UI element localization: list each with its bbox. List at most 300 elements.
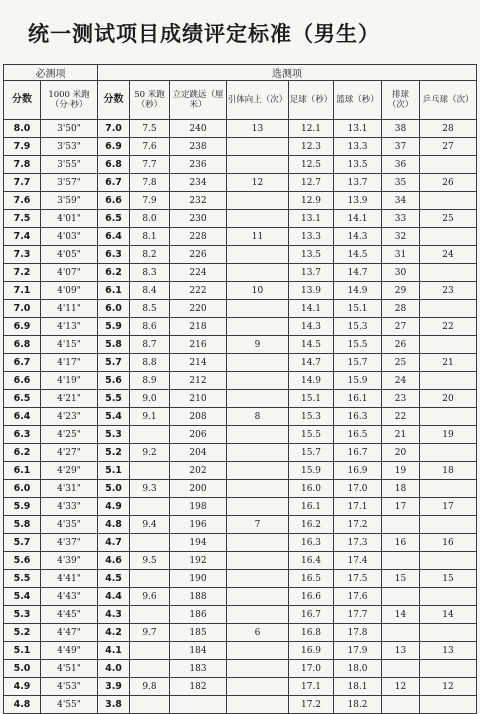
cell-basketball: 14.9 bbox=[334, 282, 382, 300]
cell-pingpong bbox=[420, 300, 477, 318]
cell-score-1: 6.7 bbox=[4, 354, 41, 372]
cell-score-2: 5.6 bbox=[98, 372, 130, 390]
cell-pingpong bbox=[420, 372, 477, 390]
cell-volleyball: 27 bbox=[382, 318, 420, 336]
cell-run-1000m: 4'01" bbox=[41, 210, 98, 228]
cell-pull-up bbox=[227, 462, 289, 480]
cell-run-1000m: 4'55" bbox=[41, 696, 98, 714]
cell-run-50m bbox=[130, 660, 170, 678]
cell-basketball: 14.5 bbox=[334, 246, 382, 264]
cell-basketball: 13.7 bbox=[334, 174, 382, 192]
cell-score-2: 5.0 bbox=[98, 480, 130, 498]
cell-pingpong: 19 bbox=[420, 426, 477, 444]
table-row bbox=[4, 624, 477, 642]
table-row bbox=[4, 696, 477, 714]
cell-pull-up bbox=[227, 372, 289, 390]
cell-run-1000m: 4'11" bbox=[41, 300, 98, 318]
cell-long-jump: 224 bbox=[170, 264, 227, 282]
cell-score-2: 4.9 bbox=[98, 498, 130, 516]
cell-pull-up bbox=[227, 606, 289, 624]
cell-pingpong: 12 bbox=[420, 678, 477, 696]
table-row bbox=[4, 228, 477, 246]
cell-pingpong: 22 bbox=[420, 318, 477, 336]
cell-long-jump: 188 bbox=[170, 588, 227, 606]
cell-score-2: 6.6 bbox=[98, 192, 130, 210]
cell-score-2: 6.8 bbox=[98, 156, 130, 174]
cell-long-jump: 186 bbox=[170, 606, 227, 624]
column-header-row bbox=[4, 81, 477, 120]
cell-score-1: 7.1 bbox=[4, 282, 41, 300]
cell-basketball: 16.5 bbox=[334, 426, 382, 444]
table-row bbox=[4, 156, 477, 174]
cell-basketball: 17.5 bbox=[334, 570, 382, 588]
table-row bbox=[4, 588, 477, 606]
cell-score-1: 6.1 bbox=[4, 462, 41, 480]
cell-score-2: 4.5 bbox=[98, 570, 130, 588]
cell-pingpong: 24 bbox=[420, 246, 477, 264]
cell-pingpong: 27 bbox=[420, 138, 477, 156]
cell-pull-up bbox=[227, 264, 289, 282]
cell-football: 13.9 bbox=[289, 282, 334, 300]
cell-pull-up bbox=[227, 210, 289, 228]
cell-run-50m: 9.0 bbox=[130, 390, 170, 408]
cell-run-50m: 8.0 bbox=[130, 210, 170, 228]
table-row bbox=[4, 138, 477, 156]
cell-long-jump: 192 bbox=[170, 552, 227, 570]
table-row bbox=[4, 300, 477, 318]
table-row bbox=[4, 552, 477, 570]
cell-football: 16.7 bbox=[289, 606, 334, 624]
cell-long-jump: 194 bbox=[170, 534, 227, 552]
cell-run-1000m: 4'39" bbox=[41, 552, 98, 570]
cell-run-50m: 9.1 bbox=[130, 408, 170, 426]
cell-score-2: 4.0 bbox=[98, 660, 130, 678]
cell-score-1: 7.8 bbox=[4, 156, 41, 174]
cell-football: 16.1 bbox=[289, 498, 334, 516]
cell-run-50m bbox=[130, 606, 170, 624]
table-row bbox=[4, 570, 477, 588]
cell-pingpong bbox=[420, 552, 477, 570]
cell-run-1000m: 4'47" bbox=[41, 624, 98, 642]
cell-run-50m: 7.8 bbox=[130, 174, 170, 192]
cell-volleyball: 20 bbox=[382, 444, 420, 462]
cell-score-1: 5.1 bbox=[4, 642, 41, 660]
cell-run-1000m: 4'35" bbox=[41, 516, 98, 534]
cell-pingpong bbox=[420, 228, 477, 246]
cell-long-jump: 228 bbox=[170, 228, 227, 246]
table-row bbox=[4, 462, 477, 480]
cell-score-1: 7.3 bbox=[4, 246, 41, 264]
cell-score-1: 7.6 bbox=[4, 192, 41, 210]
cell-score-1: 4.9 bbox=[4, 678, 41, 696]
cell-pingpong bbox=[420, 264, 477, 282]
cell-pull-up bbox=[227, 678, 289, 696]
cell-football: 15.3 bbox=[289, 408, 334, 426]
cell-basketball: 18.0 bbox=[334, 660, 382, 678]
col-football: 足球（秒） bbox=[289, 81, 334, 120]
cell-score-1: 5.2 bbox=[4, 624, 41, 642]
cell-long-jump bbox=[170, 696, 227, 714]
cell-score-1: 4.8 bbox=[4, 696, 41, 714]
cell-football: 16.6 bbox=[289, 588, 334, 606]
cell-score-1: 6.0 bbox=[4, 480, 41, 498]
cell-pull-up bbox=[227, 138, 289, 156]
cell-long-jump: 200 bbox=[170, 480, 227, 498]
cell-football: 16.5 bbox=[289, 570, 334, 588]
cell-basketball: 14.7 bbox=[334, 264, 382, 282]
cell-long-jump: 232 bbox=[170, 192, 227, 210]
cell-football: 17.1 bbox=[289, 678, 334, 696]
cell-football: 12.1 bbox=[289, 120, 334, 138]
cell-long-jump: 204 bbox=[170, 444, 227, 462]
score-standard-sheet bbox=[3, 64, 478, 710]
cell-pingpong bbox=[420, 480, 477, 498]
cell-pull-up: 13 bbox=[227, 120, 289, 138]
cell-football: 12.9 bbox=[289, 192, 334, 210]
col-pull-up: 引体向上（次） bbox=[227, 81, 289, 120]
table-row bbox=[4, 516, 477, 534]
cell-basketball: 13.3 bbox=[334, 138, 382, 156]
col-volleyball: 排球（次） bbox=[382, 81, 420, 120]
cell-long-jump: 196 bbox=[170, 516, 227, 534]
cell-football: 15.7 bbox=[289, 444, 334, 462]
cell-score-2: 6.4 bbox=[98, 228, 130, 246]
cell-run-1000m: 4'49" bbox=[41, 642, 98, 660]
cell-run-50m: 8.4 bbox=[130, 282, 170, 300]
cell-long-jump: 208 bbox=[170, 408, 227, 426]
cell-volleyball: 35 bbox=[382, 174, 420, 192]
cell-pingpong: 26 bbox=[420, 174, 477, 192]
cell-score-2: 6.9 bbox=[98, 138, 130, 156]
table-row bbox=[4, 534, 477, 552]
cell-run-1000m: 4'03" bbox=[41, 228, 98, 246]
cell-run-50m: 8.2 bbox=[130, 246, 170, 264]
cell-football: 13.1 bbox=[289, 210, 334, 228]
table-row bbox=[4, 660, 477, 678]
cell-run-1000m: 4'21" bbox=[41, 390, 98, 408]
cell-score-1: 6.6 bbox=[4, 372, 41, 390]
cell-long-jump: 230 bbox=[170, 210, 227, 228]
table-row bbox=[4, 390, 477, 408]
cell-football: 16.2 bbox=[289, 516, 334, 534]
cell-volleyball: 16 bbox=[382, 534, 420, 552]
cell-volleyball: 38 bbox=[382, 120, 420, 138]
cell-run-1000m: 4'15" bbox=[41, 336, 98, 354]
cell-pull-up bbox=[227, 246, 289, 264]
table-row bbox=[4, 426, 477, 444]
cell-football: 13.7 bbox=[289, 264, 334, 282]
cell-basketball: 16.9 bbox=[334, 462, 382, 480]
cell-basketball: 17.4 bbox=[334, 552, 382, 570]
page-title: 统一测试项目成绩评定标准（男生） bbox=[28, 21, 380, 46]
cell-pull-up bbox=[227, 570, 289, 588]
cell-pull-up: 8 bbox=[227, 408, 289, 426]
cell-volleyball bbox=[382, 660, 420, 678]
table-row bbox=[4, 408, 477, 426]
cell-run-50m: 9.8 bbox=[130, 678, 170, 696]
table-row bbox=[4, 642, 477, 660]
cell-basketball: 16.7 bbox=[334, 444, 382, 462]
table-row bbox=[4, 498, 477, 516]
cell-score-1: 6.8 bbox=[4, 336, 41, 354]
cell-score-2: 6.0 bbox=[98, 300, 130, 318]
cell-run-1000m: 3'53" bbox=[41, 138, 98, 156]
cell-volleyball: 12 bbox=[382, 678, 420, 696]
cell-long-jump: 218 bbox=[170, 318, 227, 336]
cell-long-jump: 198 bbox=[170, 498, 227, 516]
col-50m-run: 50 米跑（秒） bbox=[130, 81, 170, 120]
cell-run-50m: 8.3 bbox=[130, 264, 170, 282]
cell-score-1: 5.7 bbox=[4, 534, 41, 552]
cell-run-1000m: 4'13" bbox=[41, 318, 98, 336]
cell-football: 16.3 bbox=[289, 534, 334, 552]
cell-basketball: 17.0 bbox=[334, 480, 382, 498]
cell-long-jump: 240 bbox=[170, 120, 227, 138]
cell-pingpong: 18 bbox=[420, 462, 477, 480]
cell-run-1000m: 4'33" bbox=[41, 498, 98, 516]
group-header-row bbox=[4, 65, 477, 81]
cell-long-jump: 206 bbox=[170, 426, 227, 444]
cell-pingpong bbox=[420, 192, 477, 210]
table-row bbox=[4, 372, 477, 390]
cell-basketball: 17.1 bbox=[334, 498, 382, 516]
cell-basketball: 18.1 bbox=[334, 678, 382, 696]
cell-score-2: 4.2 bbox=[98, 624, 130, 642]
cell-volleyball: 23 bbox=[382, 390, 420, 408]
cell-score-2: 6.1 bbox=[98, 282, 130, 300]
cell-score-1: 7.0 bbox=[4, 300, 41, 318]
cell-score-2: 4.4 bbox=[98, 588, 130, 606]
table-row bbox=[4, 678, 477, 696]
cell-run-1000m: 4'41" bbox=[41, 570, 98, 588]
cell-pull-up bbox=[227, 534, 289, 552]
cell-volleyball bbox=[382, 624, 420, 642]
cell-volleyball: 31 bbox=[382, 246, 420, 264]
cell-pull-up bbox=[227, 354, 289, 372]
cell-run-1000m: 4'09" bbox=[41, 282, 98, 300]
table-row bbox=[4, 264, 477, 282]
cell-long-jump: 182 bbox=[170, 678, 227, 696]
cell-pull-up bbox=[227, 498, 289, 516]
cell-score-1: 6.5 bbox=[4, 390, 41, 408]
cell-score-1: 5.6 bbox=[4, 552, 41, 570]
cell-long-jump: 238 bbox=[170, 138, 227, 156]
cell-score-1: 5.8 bbox=[4, 516, 41, 534]
cell-run-1000m: 4'07" bbox=[41, 264, 98, 282]
cell-pull-up bbox=[227, 390, 289, 408]
table-row bbox=[4, 336, 477, 354]
cell-football: 16.4 bbox=[289, 552, 334, 570]
cell-basketball: 17.8 bbox=[334, 624, 382, 642]
cell-football: 14.5 bbox=[289, 336, 334, 354]
cell-score-2: 5.2 bbox=[98, 444, 130, 462]
cell-run-1000m: 3'55" bbox=[41, 156, 98, 174]
cell-long-jump: 220 bbox=[170, 300, 227, 318]
col-score-1: 分数 bbox=[4, 81, 41, 120]
cell-volleyball: 18 bbox=[382, 480, 420, 498]
table-row bbox=[4, 282, 477, 300]
cell-run-50m bbox=[130, 498, 170, 516]
cell-pull-up: 9 bbox=[227, 336, 289, 354]
cell-pull-up: 7 bbox=[227, 516, 289, 534]
table-row bbox=[4, 192, 477, 210]
cell-volleyball: 24 bbox=[382, 372, 420, 390]
cell-volleyball bbox=[382, 552, 420, 570]
cell-basketball: 15.5 bbox=[334, 336, 382, 354]
cell-long-jump: 216 bbox=[170, 336, 227, 354]
cell-long-jump: 234 bbox=[170, 174, 227, 192]
cell-volleyball bbox=[382, 516, 420, 534]
cell-score-1: 5.9 bbox=[4, 498, 41, 516]
cell-football: 15.5 bbox=[289, 426, 334, 444]
cell-run-50m: 8.8 bbox=[130, 354, 170, 372]
cell-run-1000m: 4'19" bbox=[41, 372, 98, 390]
cell-pull-up bbox=[227, 660, 289, 678]
cell-volleyball: 14 bbox=[382, 606, 420, 624]
cell-run-1000m: 4'51" bbox=[41, 660, 98, 678]
cell-score-1: 5.4 bbox=[4, 588, 41, 606]
cell-pingpong bbox=[420, 516, 477, 534]
cell-run-50m: 8.5 bbox=[130, 300, 170, 318]
cell-basketball: 18.2 bbox=[334, 696, 382, 714]
cell-score-1: 7.7 bbox=[4, 174, 41, 192]
cell-pingpong: 14 bbox=[420, 606, 477, 624]
cell-run-50m: 7.9 bbox=[130, 192, 170, 210]
cell-basketball: 13.5 bbox=[334, 156, 382, 174]
col-1000m-run: 1000 米跑（分·秒） bbox=[41, 81, 98, 120]
cell-score-2: 5.7 bbox=[98, 354, 130, 372]
cell-volleyball: 33 bbox=[382, 210, 420, 228]
cell-run-50m: 9.6 bbox=[130, 588, 170, 606]
cell-pingpong: 23 bbox=[420, 282, 477, 300]
cell-pull-up bbox=[227, 642, 289, 660]
cell-run-1000m: 4'45" bbox=[41, 606, 98, 624]
cell-basketball: 16.1 bbox=[334, 390, 382, 408]
cell-run-1000m: 3'57" bbox=[41, 174, 98, 192]
cell-score-1: 6.4 bbox=[4, 408, 41, 426]
cell-run-1000m: 4'25" bbox=[41, 426, 98, 444]
cell-run-1000m: 4'29" bbox=[41, 462, 98, 480]
cell-run-1000m: 4'43" bbox=[41, 588, 98, 606]
cell-long-jump: 214 bbox=[170, 354, 227, 372]
cell-score-2: 5.3 bbox=[98, 426, 130, 444]
cell-pull-up: 10 bbox=[227, 282, 289, 300]
cell-score-1: 6.2 bbox=[4, 444, 41, 462]
cell-pingpong bbox=[420, 660, 477, 678]
cell-pingpong: 13 bbox=[420, 642, 477, 660]
cell-basketball: 15.9 bbox=[334, 372, 382, 390]
table-row bbox=[4, 120, 477, 138]
cell-run-50m: 9.4 bbox=[130, 516, 170, 534]
cell-score-1: 6.3 bbox=[4, 426, 41, 444]
cell-long-jump: 236 bbox=[170, 156, 227, 174]
cell-run-50m: 7.5 bbox=[130, 120, 170, 138]
cell-pull-up bbox=[227, 480, 289, 498]
cell-score-2: 6.2 bbox=[98, 264, 130, 282]
col-standing-long-jump: 立定跳远（厘米） bbox=[170, 81, 227, 120]
table-row bbox=[4, 606, 477, 624]
cell-pingpong bbox=[420, 408, 477, 426]
cell-pull-up bbox=[227, 156, 289, 174]
cell-volleyball: 34 bbox=[382, 192, 420, 210]
cell-long-jump: 226 bbox=[170, 246, 227, 264]
cell-long-jump: 212 bbox=[170, 372, 227, 390]
cell-run-50m bbox=[130, 696, 170, 714]
cell-pull-up bbox=[227, 426, 289, 444]
cell-pingpong bbox=[420, 624, 477, 642]
cell-run-50m: 9.2 bbox=[130, 444, 170, 462]
cell-long-jump: 183 bbox=[170, 660, 227, 678]
cell-pingpong: 25 bbox=[420, 210, 477, 228]
cell-football: 14.3 bbox=[289, 318, 334, 336]
cell-pull-up: 6 bbox=[227, 624, 289, 642]
cell-score-2: 3.8 bbox=[98, 696, 130, 714]
cell-score-1: 8.0 bbox=[4, 120, 41, 138]
cell-score-1: 7.4 bbox=[4, 228, 41, 246]
cell-score-1: 5.3 bbox=[4, 606, 41, 624]
cell-long-jump: 222 bbox=[170, 282, 227, 300]
cell-score-1: 5.5 bbox=[4, 570, 41, 588]
cell-score-2: 7.0 bbox=[98, 120, 130, 138]
cell-football: 15.1 bbox=[289, 390, 334, 408]
cell-football: 12.5 bbox=[289, 156, 334, 174]
cell-score-2: 5.9 bbox=[98, 318, 130, 336]
cell-score-1: 5.0 bbox=[4, 660, 41, 678]
cell-run-50m: 9.7 bbox=[130, 624, 170, 642]
cell-volleyball bbox=[382, 588, 420, 606]
cell-basketball: 17.3 bbox=[334, 534, 382, 552]
cell-football: 15.9 bbox=[289, 462, 334, 480]
cell-basketball: 15.1 bbox=[334, 300, 382, 318]
cell-long-jump: 184 bbox=[170, 642, 227, 660]
cell-basketball: 17.6 bbox=[334, 588, 382, 606]
cell-run-50m: 9.5 bbox=[130, 552, 170, 570]
cell-run-1000m: 4'37" bbox=[41, 534, 98, 552]
cell-run-50m bbox=[130, 462, 170, 480]
cell-football: 16.0 bbox=[289, 480, 334, 498]
cell-football: 14.7 bbox=[289, 354, 334, 372]
cell-pull-up bbox=[227, 552, 289, 570]
group-required: 必测项 bbox=[4, 65, 98, 81]
cell-run-50m: 8.6 bbox=[130, 318, 170, 336]
cell-pingpong: 21 bbox=[420, 354, 477, 372]
cell-pingpong: 28 bbox=[420, 120, 477, 138]
cell-football: 16.9 bbox=[289, 642, 334, 660]
cell-pingpong bbox=[420, 696, 477, 714]
cell-run-1000m: 4'27" bbox=[41, 444, 98, 462]
cell-basketball: 14.1 bbox=[334, 210, 382, 228]
cell-score-2: 6.5 bbox=[98, 210, 130, 228]
cell-pingpong bbox=[420, 336, 477, 354]
cell-score-2: 5.5 bbox=[98, 390, 130, 408]
cell-score-2: 6.7 bbox=[98, 174, 130, 192]
cell-run-50m: 7.7 bbox=[130, 156, 170, 174]
cell-volleyball: 17 bbox=[382, 498, 420, 516]
table-row bbox=[4, 444, 477, 462]
score-table-body bbox=[4, 120, 477, 714]
cell-score-2: 6.3 bbox=[98, 246, 130, 264]
cell-volleyball: 19 bbox=[382, 462, 420, 480]
cell-volleyball: 37 bbox=[382, 138, 420, 156]
cell-pull-up: 12 bbox=[227, 174, 289, 192]
cell-run-50m bbox=[130, 534, 170, 552]
cell-volleyball: 21 bbox=[382, 426, 420, 444]
cell-score-2: 4.3 bbox=[98, 606, 130, 624]
cell-basketball: 17.7 bbox=[334, 606, 382, 624]
cell-pingpong bbox=[420, 444, 477, 462]
cell-basketball: 13.1 bbox=[334, 120, 382, 138]
cell-long-jump: 202 bbox=[170, 462, 227, 480]
